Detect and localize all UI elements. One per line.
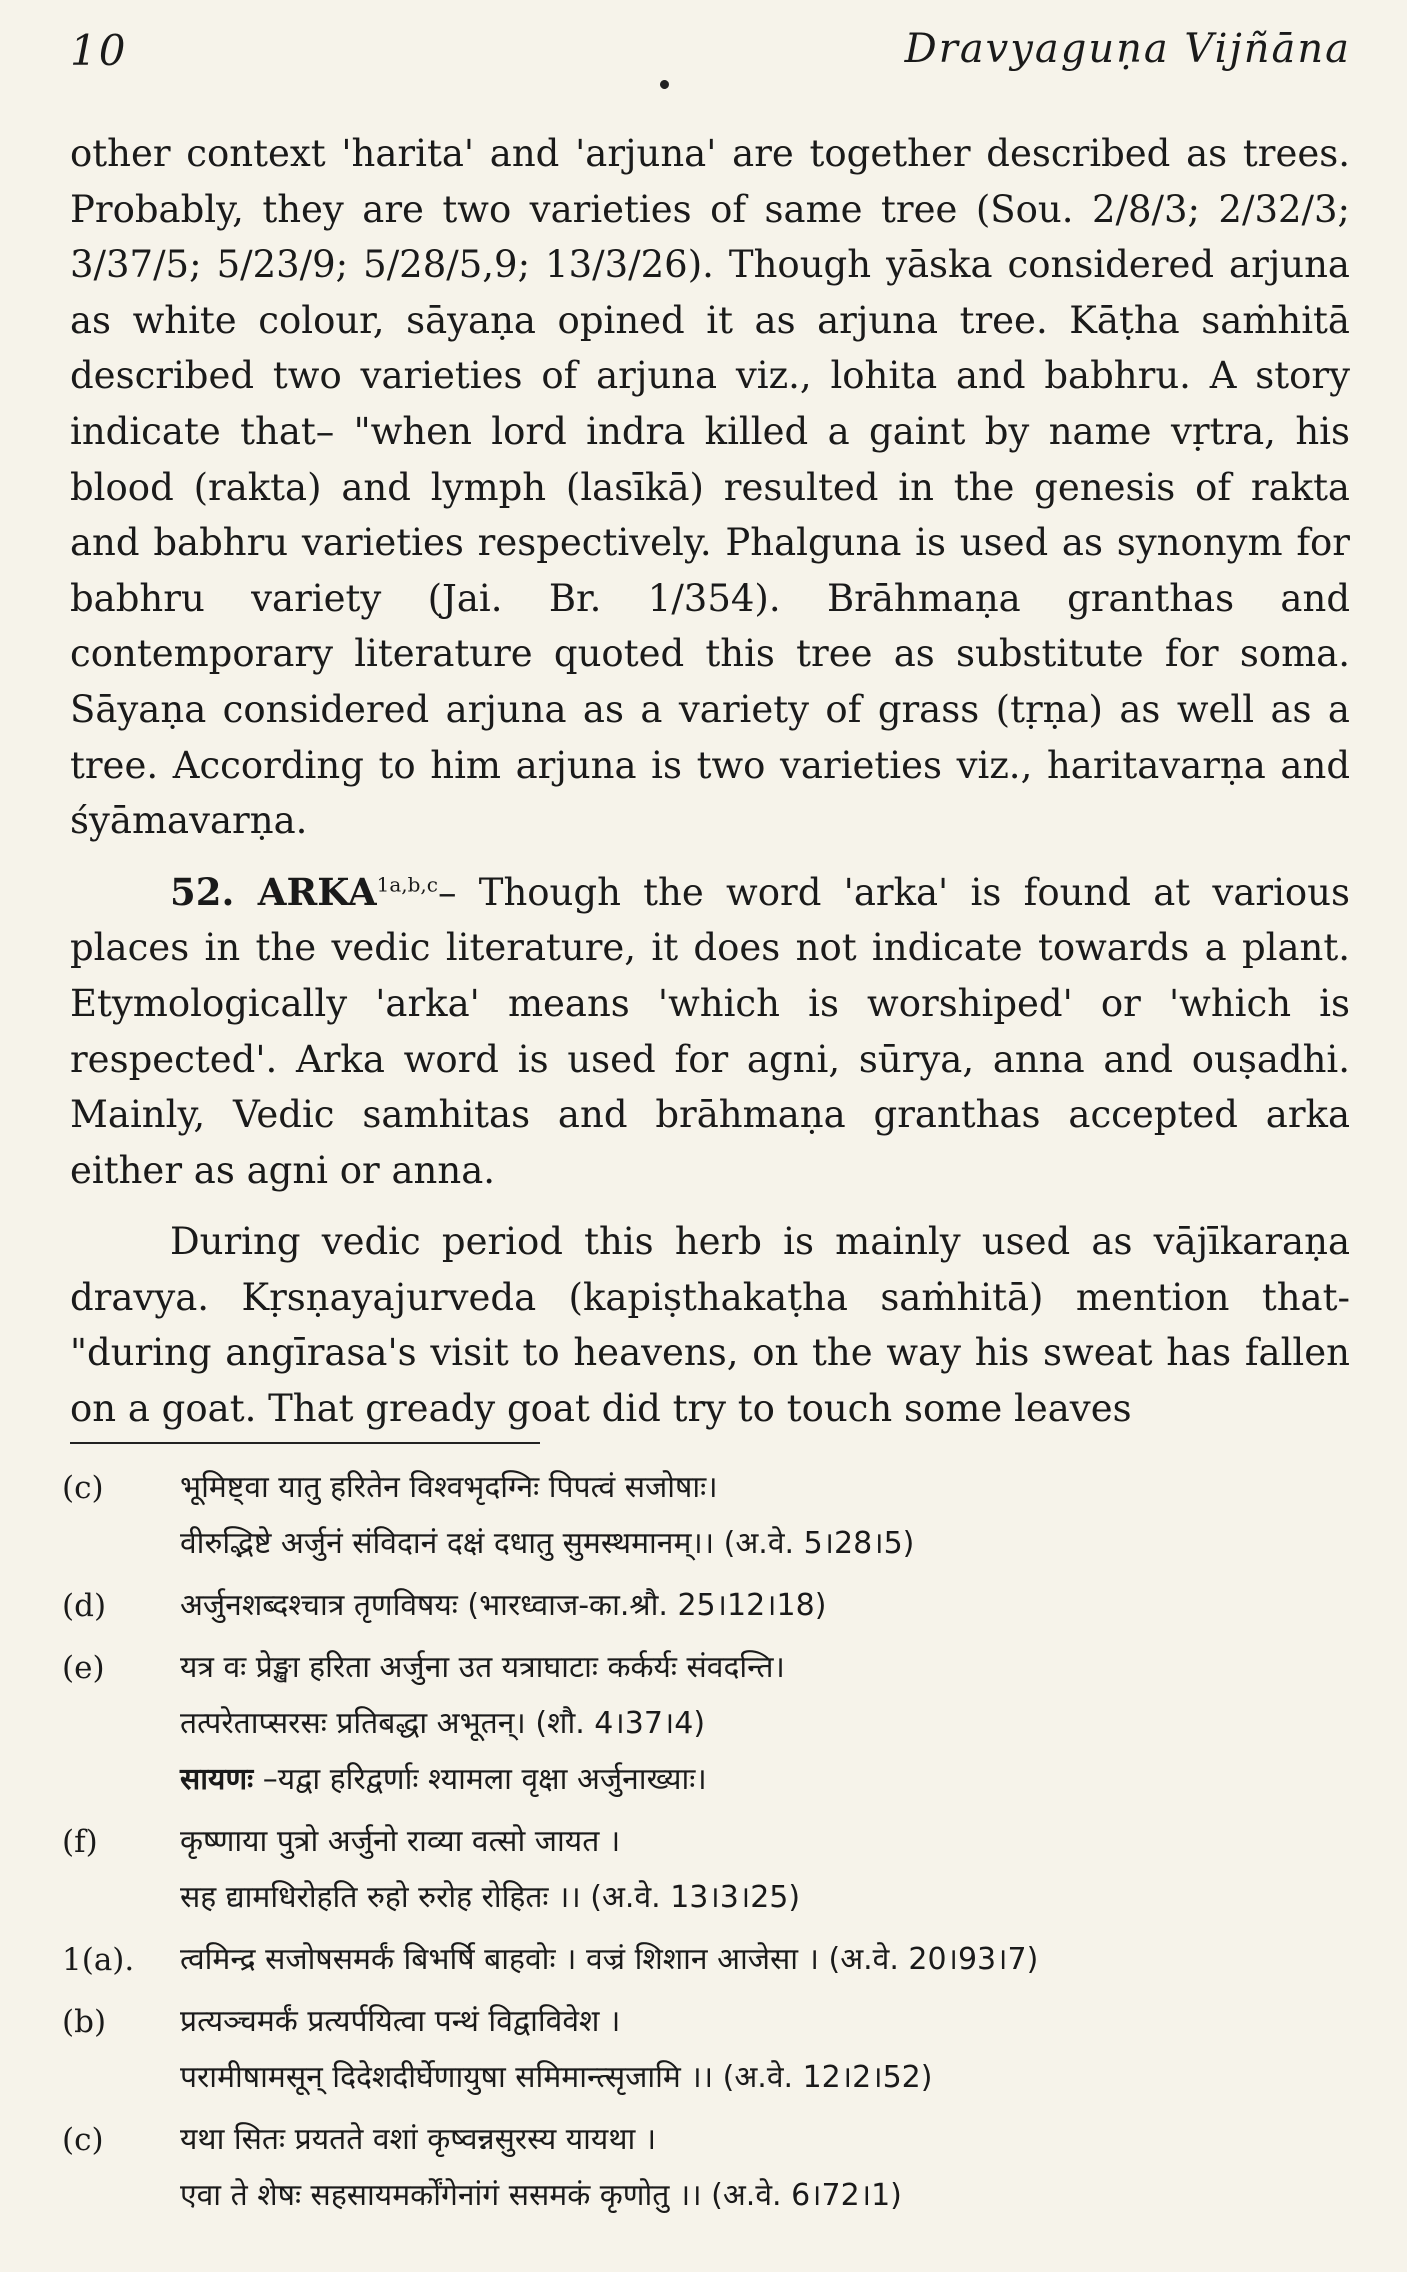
page-number: 10 [70,26,128,75]
footnote-line: यथा सितः प्रयतते वशां कृष्वन्नसुरस्य यायथा । [180,2122,657,2157]
footnote-e [62,1640,1352,1808]
footnote-label: (c) [62,2122,104,2158]
footnote-c2 [62,2112,1352,2224]
running-title: Dravyaguṇa Vijñāna [904,26,1351,72]
footnote-line [180,1752,1352,1808]
footnote-line: त्वमिन्द्र सजोषसमर्कं बिभर्षि बाहवोः । वज्रं शिशान आजेसा । (अ.वे. 20।93।7) [180,1942,1039,1977]
footnote-d [62,1578,1352,1634]
footnote-label: (c) [62,1470,104,1506]
footnote-label: (b) [62,2004,107,2040]
footnote-line: भूमिष्ट्वा यातु हरितेन विश्वभृदग्निः पिपत्वं सजोषाः। [180,1470,718,1505]
footnote-line: यत्र वः प्रेङ्खा हरिता अर्जुना उत यत्राघाटाः कर्कर्यः संवदन्ति। [180,1650,785,1685]
sayana-commentary: –यद्वा हरिद्वर्णाः श्यामला वृक्षा अर्जुनाख्याः। [253,1762,707,1797]
body-text [70,126,1350,1437]
footnote-line: प्रत्यञ्चमर्कं प्रत्यर्पयित्वा पन्थं विद्वाविवेश । [180,2004,621,2039]
footnote-c [62,1460,1352,1572]
footnote-label: (d) [62,1588,107,1624]
footnote-line: वीरुद्भिष्टे अर्जुनं संविदानं दक्षं दधातु सुमस्थमानम्।। (अ.वे. 5।28।5) [180,1526,915,1561]
paragraph-arjuna: other context 'harita' and 'arjuna' are together described as trees. Probably, they are two varieties of same tree (Sou. 2/8/3; 2/32/3; 3/37/5; 5/23/9; 5/28/5,9; 13/3/26). Though yāska considered arjuna as white colour, sāyaṇa opined it as arjuna tree. Kāṭha saṁhitā described two varieties of arjuna viz., lohita and babhru. A story indicate that– "when lord indra killed a gaint by name vṛtra, his blood (rakta) and lymph (lasīkā) resulted in the genesis of rakta and babhru varieties respectively. Phalguna is used as synonym for babhru variety (Jai. Br. 1/354). Brāhmaṇa granthas and contemporary literature quoted this tree as substitute for soma. Sāyaṇa considered arjuna as a variety of grass (tṛṇa) as well as a tree. According to him arjuna is two varieties viz., haritavarṇa and śyāmavarṇa. [70,132,1350,843]
footnote-line: कृष्णाया पुत्रो अर्जुनो राव्या वत्सो जायत । [180,1824,621,1859]
page-header [70,26,1351,86]
footnote-label: (f) [62,1824,98,1860]
footnote-1a [62,1932,1352,1988]
footnote-line: परामीषामसून् दिदेशदीर्घेणायुषा समिमान्त्सृजामि ।। (अ.वे. 12।2।52) [180,2060,933,2095]
paragraph-vedic-period: During vedic period this herb is mainly used as vājīkaraṇa dravya. Kṛsṇayajurveda (kapiṣthakaṭha saṁhitā) mention that- "during angīrasa's visit to heavens, on the way his sweat has fallen on a goat. That gready goat did try to touch some leaves [70,1220,1350,1431]
footnote-line: तत्परेताप्सरसः प्रतिबद्धा अभूतन्। (शौ. 4।37।4) [180,1706,706,1741]
footnotes [62,1460,1352,2230]
arka-text: – Though the word 'arka' is found at various places in the vedic literature, it does not indicate towards a plant. Etymologically 'arka' means 'which is worshiped' or 'which is respected'. Arka word is used for agni, sūrya, anna and ouṣadhi. Mainly, Vedic samhitas and brāhmaṇa granthas accepted arka either as agni or anna. [70,870,1351,1192]
sayana-label: सायणः [180,1762,254,1797]
footnote-label: 1(a). [62,1942,135,1978]
footnote-line: एवा ते शेषः सहसायमर्कोंगेनांगं ससमकं कृणोतु ।। (अ.वे. 6।72।1) [180,2178,902,2213]
arka-heading: 52. ARKA [170,869,377,914]
footnote-rule [70,1442,540,1444]
footnote-line: सह द्यामधिरोहति रुहो रुरोह रोहितः ।। (अ.वे. 13।3।25) [180,1880,801,1915]
footnote-f [62,1814,1352,1926]
paragraph-arka [70,865,1350,1199]
footnote-b [62,1994,1352,2106]
footnote-line: अर्जुनशब्दश्चात्र तृणविषयः (भारध्वाज-का.श्रौ. 25।12।18) [180,1588,827,1623]
arka-footnote-ref: 1a,b,c [376,872,438,897]
footnote-label: (e) [62,1650,105,1686]
